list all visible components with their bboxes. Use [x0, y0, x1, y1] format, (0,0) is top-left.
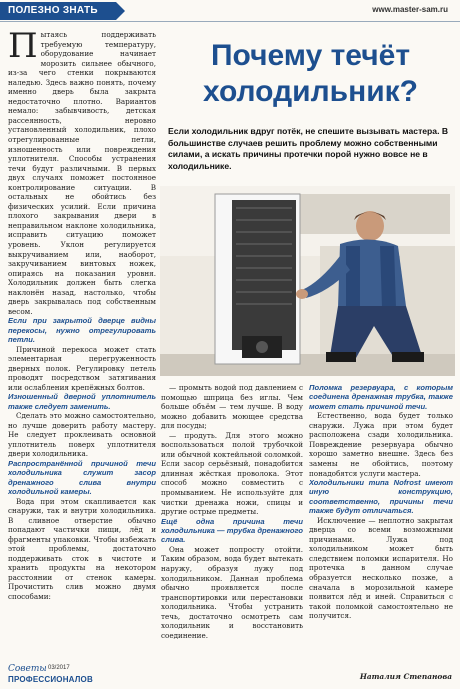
left-column [8, 30, 156, 670]
paragraph-reservoir: Естественно, вода будет только снаружи. Лужа при этом будет расположена сзади холодильника. Повреждение резервуара обычно хорошо заметно внешне. Здесь без замены не обойтись, поэтому понадобятся услуги мастера. [309, 411, 453, 478]
lead-reservoir: Поломка резервуара, с которым соединена дренажная трубка, также может стать причиной течи. [309, 383, 453, 411]
article-photo [160, 186, 455, 376]
header-divider [0, 21, 460, 22]
drop-cap: П [8, 30, 38, 66]
method-rinse: — промыть водой под давлением с помощью шприца без иглы. Чем больше объём — тем лучше. В воду можно добавить моющее средства для посуды; [161, 383, 303, 431]
lead-nofrost: Холодильники типа Nofrost имеют иную конструкцию, соответственно, причины течи также будут отличаться. [309, 478, 453, 516]
lead-drain-clog: Распространённой причиной течи холодильника служит засор дренажного слива внутри холодильной камеры. [8, 458, 156, 497]
author-signature: Наталия Степанова [359, 672, 452, 681]
middle-column [161, 383, 303, 668]
issue-number: 03/2017 [48, 665, 70, 671]
paragraph-nofrost: Исключение — неплотно закрытая дверца со всеми возможными причинами. Лужа под холодильником может быть следствием поломки испарителя. Но протечка в данном случае образуется несколько позже, а сначала в морозильной камере появится лёд и иней. Справиться с такой поломкой самостоятельно не получится. [309, 515, 453, 621]
intro-paragraph: ытаясь поддерживать требуемую температуру, оборудование начинает морозить сильнее обычного, из-за чего стенки покрываются наледью. Здесь важно понять, почему именно дверь была закрыта недостаточно плотно. Вариантов немало: забывчивость, детская рассеянность, неровно установленный холодильник, плохо отрегулированные петли, изношенность или повреждения уплотнителя. Способы устранения течи будут различными. В первых двух случаях поможет постоянное контролирование ситуации. В остальных не обойтись без физических усилий. Если причина плохого закрывания двери в неправильном наклоне холодильника, исправить ситуацию поможет уровень. Уклон регулируется выкручиванием или, наоборот, закручиванием винтовых ножек, опираясь на показания уровня. Холодильник должен быть слегка наклонён назад, настолько, чтобы дверь закрывалась под собственным весом. [8, 30, 156, 316]
lead-hinges: Если при закрытой дверце видны перекосы, нужно отрегулировать петли. [8, 316, 156, 345]
method-blow: — продуть. Для этого можно воспользоваться полой трубочкой или обычной коктейльной соломкой. Если засор серьёзный, понадобится длинная жёсткая проволока. Этот способ можно совместить с промыванием. Не используйте для чистки дренажа ножи, спицы и другие острые предметы. [161, 430, 303, 517]
paragraph-seal: Сделать это можно самостоятельно, но лучше доверить работу мастеру. Не следует проклеивать основной уплотнитель поверх уплотнителя двери холодильника. [8, 411, 156, 459]
article-title: Почему течёт холодильник? [203, 39, 418, 108]
lead-seal: Изношенный дверной уплотнитель также следует заменить. [8, 392, 156, 411]
right-column [309, 383, 453, 668]
magazine-logo-top: Советы [8, 664, 47, 674]
site-url[interactable]: www.master-sam.ru [372, 5, 448, 14]
paragraph-hinges: Причиной перекоса может стать элементарная перегруженность дверных полок. Регулировку петель проводят посредством затягивания или ослабления крепёжных болтов. [8, 344, 156, 392]
lead-drain-tube: Ещё одна причина течи холодильника — трубка дренажного слива. [161, 516, 303, 545]
magazine-logo-bottom: ПРОФЕССИОНАЛОВ [8, 675, 93, 684]
repairman-fridge-illustration [160, 186, 455, 376]
section-label: ПОЛЕЗНО ЗНАТЬ [0, 2, 116, 20]
paragraph-drain-tube: Она может попросту отойти. Таким образом, вода будет вытекать наружу, образуя лужу под холодильником. Данная проблема обычно проявляется после транспортировки или перестановки холодильника. Чтобы устранить течь, достаточно осмотреть сам холодильник и восстановить соединение. [161, 544, 303, 640]
paragraph-drain-clog: Вода при этом скапливается как снаружи, так и внутри холодильника. В сливное отверстие обычно попадают частички пищи, лёд и фрагменты упаковки. Чтобы избежать этой проблемы, достаточно поддерживать сток в чистоте и хранить продукты на некотором расстоянии от стенок камеры. Прочистить слив можно двумя способами: [8, 496, 156, 601]
article-subtitle: Если холодильник вдруг потёк, не спешите вызывать мастера. В большинстве случаев решить проблему можно собственными силами, а искать причины протечки порой нужно вовсе не в холодильнике. [168, 126, 449, 171]
